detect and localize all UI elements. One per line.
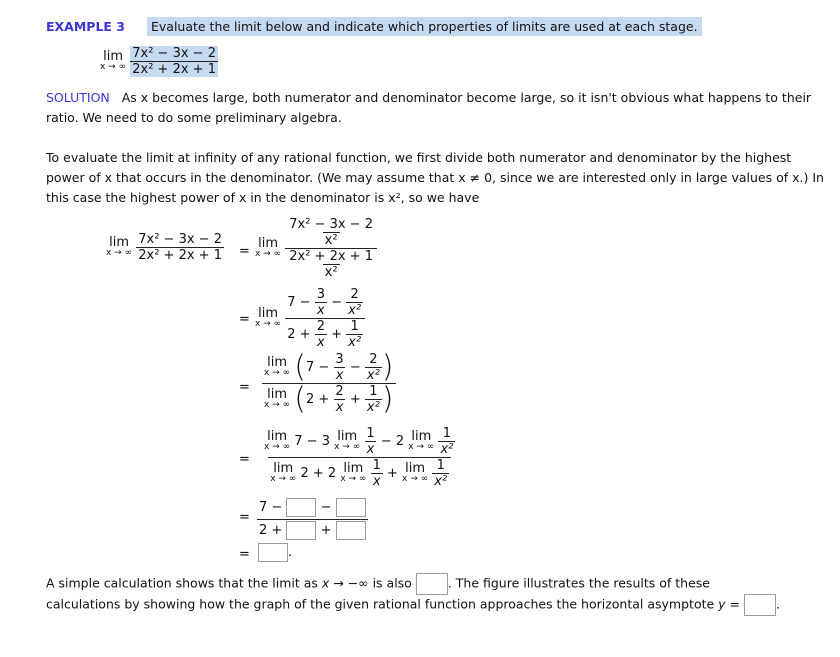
solution-paragraph [46,88,831,128]
step-4 [262,426,457,489]
equals-sign: = [239,312,250,327]
limit-operator: lim x → ∞ [255,235,282,259]
step-5 [257,497,368,542]
equals-sign: = [239,244,250,259]
original-fraction: $\frac{\text{7x² − 3x − 2}}{\text{2x² + 2x + 1}}$ [138,232,222,263]
equals-sign: = [239,547,250,562]
equals-sign: = [239,452,250,467]
problem-fraction [130,46,218,77]
simplified-fraction: 7 − $\frac{3}{x}$ − $\frac{2}{\text{x²}}$ 2 + $\frac{2}{x}$ + $\frac{1}{\text{x²}}$ [285,287,365,350]
limit-operator: lim x → ∞ [106,234,133,258]
answer-box-final[interactable] [258,543,288,562]
divided-fraction: $\frac{\frac{\text{7x² − 3x − 2}}{\text{x²}}}{\frac{\text{2x² + 2x + 1}}{\text{x²}}}$ [285,217,377,280]
step-3 [262,349,396,417]
closing-line-1: A simple calculation shows that the limit as x → −∞ is also . The figure illustrates the results of these [46,573,710,595]
solution-label: SOLUTION [46,90,110,105]
example-header [46,19,702,34]
expanded-limits: lim x → ∞ 7 − 3 lim x → ∞ $\frac{1}{x}$ − 2 lim x → ∞ $\frac{1}{\text{x²}}$ lim x → ∞ 2 + 2 lim x → ∞ $\frac{1}{x}$ + lim x → ∞ $\frac{1}{\text{x²}}$ [264,426,454,489]
step-1-rhs [255,217,377,280]
equals-sign: = [239,510,250,525]
step-6: . [258,543,292,562]
answer-box-num-2[interactable] [336,498,366,517]
step-1 [106,232,224,263]
problem-denominator: 2x² + 2x + 1 [132,62,216,77]
closing-line-2: calculations by showing how the graph of the given rational function approaches the horizontal asymptote y = . [46,594,780,616]
method-paragraph: To evaluate the limit at infinity of any rational function, we first divide both numerator and denominator by the highest power of x that occurs in the denominator. (We may assume that x ≠ 0, since we are interested only in large values of x.) In this case the highest power of x in the denominator is x², so we have [46,150,824,205]
answer-box-den-2[interactable] [336,521,366,540]
quotient-of-limits: lim x → ∞ (7 − $\frac{3}{x}$ − $\frac{2}{\text{x²}}$ ) lim x → ∞ (2 + $\frac{2}{x}$ + $\frac{1}{\text{x²}}$ ) [264,349,394,417]
problem-numerator: 7x² − 3x − 2 [132,46,216,61]
step-2 [255,287,365,350]
limit-operator: lim x → ∞ [255,305,282,329]
answer-box-asymptote[interactable] [744,594,776,616]
numeric-fraction: $\frac{7 - -}{2 + +}$ [257,497,368,542]
answer-box-num-1[interactable] [286,498,316,517]
equals-sign: = [239,380,250,395]
limit-operator: lim x → ∞ [100,48,127,72]
answer-box-neg-infinity[interactable] [416,573,448,595]
problem-limit [100,46,218,77]
answer-box-den-1[interactable] [286,521,316,540]
solution-text: As x becomes large, both numerator and denominator become large, so it isn't obvious what happens to their ratio. We need to do some preliminary algebra. [46,90,812,125]
example-label: EXAMPLE 3 [46,19,126,34]
example-prompt: Evaluate the limit below and indicate which properties of limits are used at each stage. [147,17,702,36]
